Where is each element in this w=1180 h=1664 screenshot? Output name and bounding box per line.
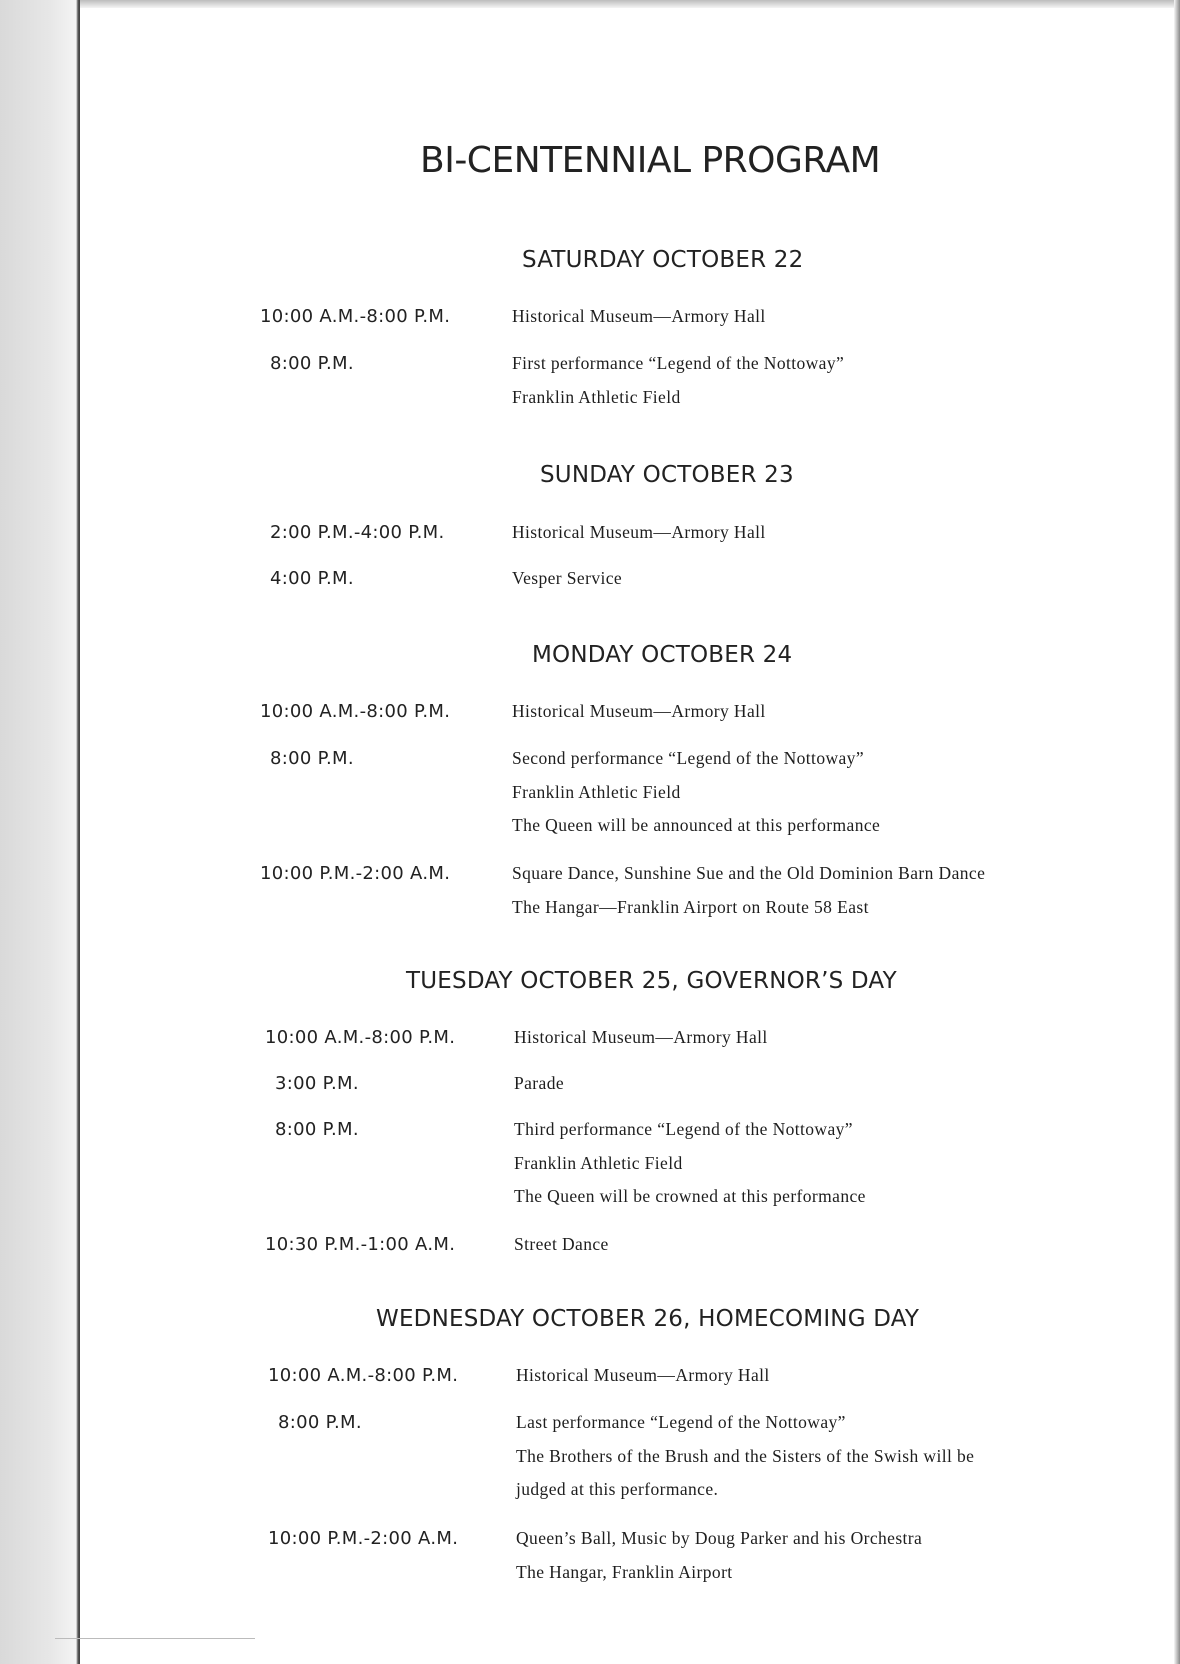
event-description [512, 300, 766, 334]
event-line: The Brothers of the Brush and the Sisters of the Swish will be [516, 1445, 975, 1466]
event-description [512, 857, 985, 924]
event-line: Historical Museum—Armory Hall [516, 1365, 770, 1385]
day-heading-saturday: SATURDAY OCTOBER 22 [522, 247, 804, 273]
event-time: 10:00 A.M.-8:00 P.M. [260, 306, 451, 327]
scan-bottom-line [55, 1638, 255, 1639]
event-time: 8:00 P.M. [278, 1412, 362, 1433]
event-line: First performance “Legend of the Nottoway” [512, 353, 845, 373]
event-line: Historical Museum—Armory Hall [514, 1027, 768, 1047]
event-description [512, 562, 622, 596]
event-description [512, 742, 880, 843]
event-time: 10:00 A.M.-8:00 P.M. [260, 701, 451, 722]
event-description [512, 695, 766, 729]
event-line: Historical Museum—Armory Hall [512, 522, 766, 542]
event-line: Queen’s Ball, Music by Doug Parker and his Orchestra [516, 1528, 923, 1548]
event-time: 3:00 P.M. [275, 1073, 359, 1094]
event-time: 10:00 P.M.-2:00 A.M. [260, 863, 451, 884]
day-heading-wednesday: WEDNESDAY OCTOBER 26, HOMECOMING DAY [376, 1306, 920, 1332]
event-line: The Queen will be announced at this performance [512, 815, 881, 835]
event-time: 8:00 P.M. [270, 748, 354, 769]
page-title: BI-CENTENNIAL PROGRAM [420, 140, 881, 181]
event-time: 4:00 P.M. [270, 568, 354, 589]
event-line: The Queen will be crowned at this performance [514, 1186, 866, 1206]
event-line: The Hangar, Franklin Airport [516, 1561, 733, 1582]
day-heading-monday: MONDAY OCTOBER 24 [532, 642, 793, 668]
event-description [514, 1067, 564, 1101]
day-heading-sunday: SUNDAY OCTOBER 23 [540, 462, 794, 488]
event-line: judged at this performance. [516, 1479, 719, 1499]
event-description [512, 516, 766, 550]
event-line: Franklin Athletic Field [512, 781, 681, 802]
event-line: Square Dance, Sunshine Sue and the Old Dominion Barn Dance [512, 863, 986, 883]
event-line: Franklin Athletic Field [514, 1152, 683, 1173]
event-time: 2:00 P.M.-4:00 P.M. [270, 522, 445, 543]
event-line: Third performance “Legend of the Nottoway” [514, 1119, 853, 1139]
event-line: Last performance “Legend of the Nottoway” [516, 1412, 846, 1432]
event-description [516, 1406, 974, 1507]
event-time: 10:00 A.M.-8:00 P.M. [268, 1365, 459, 1386]
event-line: Franklin Athletic Field [512, 386, 681, 407]
event-description [516, 1522, 922, 1589]
event-description [514, 1021, 768, 1055]
event-time: 8:00 P.M. [275, 1119, 359, 1140]
event-line: Parade [514, 1073, 565, 1093]
event-time: 10:00 P.M.-2:00 A.M. [268, 1528, 459, 1549]
event-description [512, 347, 844, 414]
event-time: 8:00 P.M. [270, 353, 354, 374]
event-line: Second performance “Legend of the Nottoway” [512, 748, 864, 768]
event-line: Street Dance [514, 1234, 609, 1254]
event-line: The Hangar—Franklin Airport on Route 58 East [512, 896, 869, 917]
event-description [514, 1228, 609, 1262]
event-time: 10:00 A.M.-8:00 P.M. [265, 1027, 456, 1048]
event-description [516, 1359, 770, 1393]
event-description [514, 1113, 866, 1214]
day-heading-tuesday: TUESDAY OCTOBER 25, GOVERNOR’S DAY [406, 968, 897, 994]
event-line: Historical Museum—Armory Hall [512, 306, 766, 326]
event-line: Vesper Service [512, 568, 623, 588]
event-time: 10:30 P.M.-1:00 A.M. [265, 1234, 456, 1255]
event-line: Historical Museum—Armory Hall [512, 701, 766, 721]
